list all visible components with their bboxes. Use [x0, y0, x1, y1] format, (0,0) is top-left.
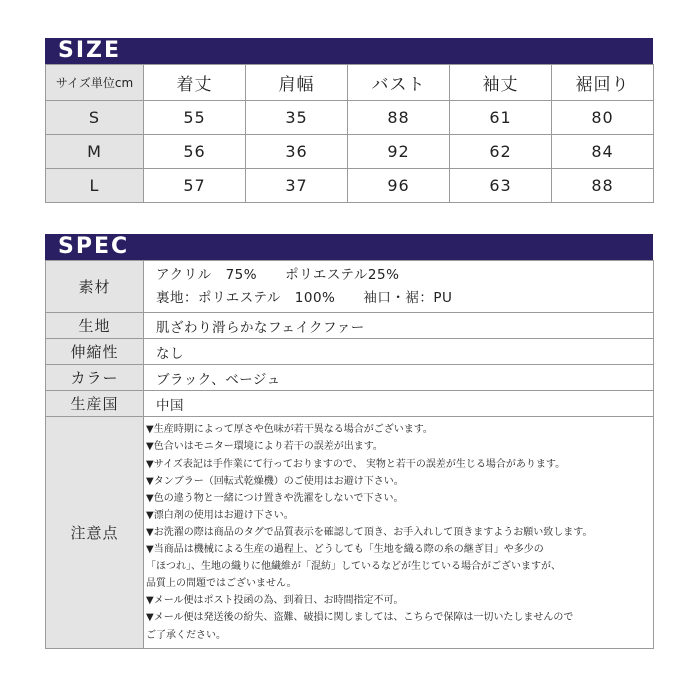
size-cell: 62 — [450, 135, 552, 169]
size-cell: 96 — [348, 169, 450, 203]
spec-row-origin — [46, 391, 654, 417]
size-col-length: 着丈 — [144, 65, 246, 101]
spec-label-stretch: 伸縮性 — [46, 339, 144, 365]
size-col-bust: バスト — [348, 65, 450, 101]
spec-value-color: ブラック、ベージュ — [144, 365, 654, 391]
size-cell: 88 — [552, 169, 654, 203]
spec-row-material — [46, 261, 654, 313]
spec-label-color: カラー — [46, 365, 144, 391]
size-col-shoulder: 肩幅 — [246, 65, 348, 101]
note-line: ▼当商品は機械による生産の過程上、どうしても「生地を織る際の糸の継ぎ目」や多少の — [146, 544, 544, 556]
spec-label-origin: 生産国 — [46, 391, 144, 417]
note-line: ▼漂白剤の使用はお避け下さい。 — [146, 509, 294, 521]
size-cell: 55 — [144, 101, 246, 135]
spec-row-fabric — [46, 313, 654, 339]
spec-table — [45, 260, 654, 649]
size-header-row — [46, 65, 654, 101]
size-table — [45, 64, 654, 203]
material-line-2: 裏地：ポリエステル 100% 袖口・裾：PU — [156, 289, 453, 306]
note-line: 「ほつれ」、生地の織りに他繊維が「混紡」しているなどが生じている場合がございますが、 — [146, 561, 561, 573]
size-col-hem: 裾回り — [552, 65, 654, 101]
spec-label-fabric: 生地 — [46, 313, 144, 339]
spec-row-stretch — [46, 339, 654, 365]
size-unit-label: サイズ単位cm — [46, 65, 144, 101]
note-line: ▼メール便は発送後の紛失、盗難、破損に関しましては、こちらで保障は一切いたしませんので — [146, 612, 574, 624]
spec-row-notes — [46, 417, 654, 649]
spec-value-stretch: なし — [144, 339, 654, 365]
size-cell: 80 — [552, 101, 654, 135]
size-cell: 61 — [450, 101, 552, 135]
note-line: ▼サイズ表記は手作業にて行っておりますので、 実物と若干の誤差が生じる場合があります。 — [146, 458, 566, 470]
size-cell: 88 — [348, 101, 450, 135]
note-line: ▼タンブラー（回転式乾燥機）のご使用はお避け下さい。 — [146, 475, 404, 487]
size-section-title: SIZE — [45, 38, 653, 64]
spec-value-material — [144, 261, 654, 313]
spec-value-origin: 中国 — [144, 391, 654, 417]
size-row-m — [46, 135, 654, 169]
spec-row-color — [46, 365, 654, 391]
note-line: ▼お洗濯の際は商品のタグで品質表示を確認して頂き、お手入れして頂きますようお願い致します。 — [146, 526, 593, 538]
note-line: ▼生産時期によって厚さや色味が若干異なる場合がございます。 — [146, 424, 433, 436]
note-line: ご了承ください。 — [146, 629, 226, 641]
size-label: S — [46, 101, 144, 135]
spec-value-fabric: 肌ざわり滑らかなフェイクファー — [144, 313, 654, 339]
spec-label-notes: 注意点 — [46, 417, 144, 649]
size-cell: 57 — [144, 169, 246, 203]
size-label: M — [46, 135, 144, 169]
spec-section-title: SPEC — [45, 234, 653, 260]
spec-label-material: 素材 — [46, 261, 144, 313]
size-cell: 63 — [450, 169, 552, 203]
note-line: ▼色の違う物と一緒につけ置きや洗濯をしないで下さい。 — [146, 492, 404, 504]
size-row-l — [46, 169, 654, 203]
material-line-1: アクリル 75% ポリエステル25% — [156, 266, 400, 283]
size-cell: 92 — [348, 135, 450, 169]
note-line: ▼色合いはモニター環境により若干の誤差が出ます。 — [146, 441, 383, 453]
size-cell: 37 — [246, 169, 348, 203]
size-cell: 56 — [144, 135, 246, 169]
spec-value-notes — [144, 417, 654, 649]
size-cell: 35 — [246, 101, 348, 135]
size-cell: 84 — [552, 135, 654, 169]
note-line: ▼メール便はポスト投函の為、到着日、お時間指定不可。 — [146, 595, 404, 607]
size-row-s — [46, 101, 654, 135]
size-col-sleeve: 袖丈 — [450, 65, 552, 101]
size-cell: 36 — [246, 135, 348, 169]
note-line: 品質上の問題ではございません。 — [146, 578, 297, 590]
size-label: L — [46, 169, 144, 203]
